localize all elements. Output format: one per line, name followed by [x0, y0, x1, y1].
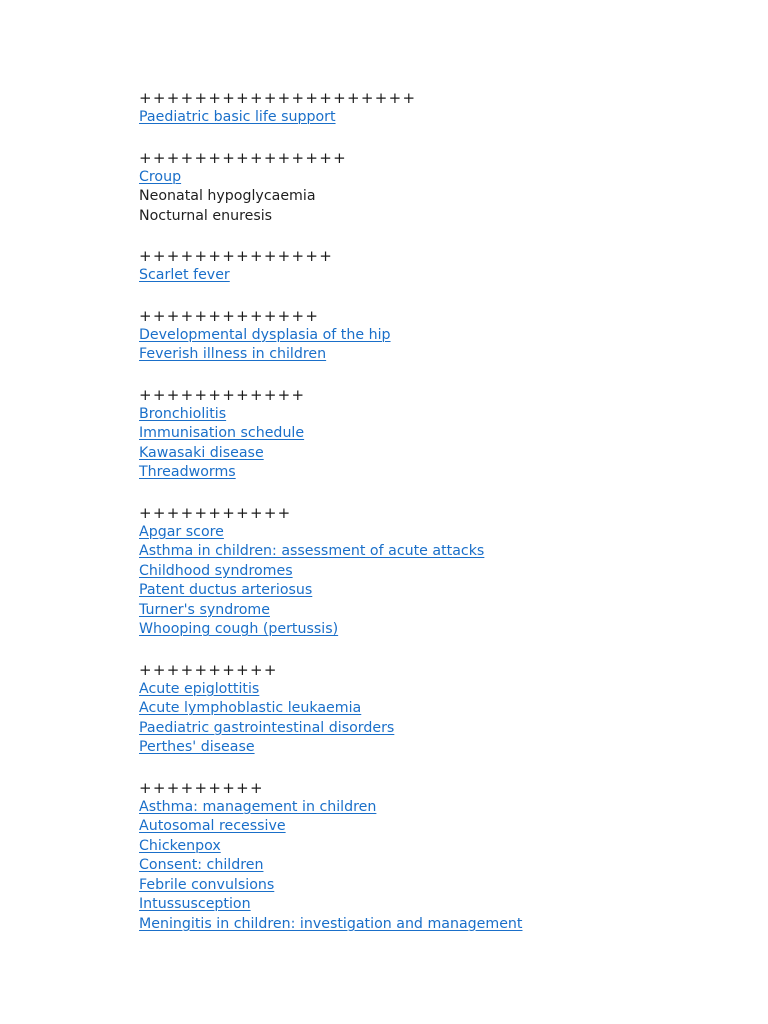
topic-link[interactable]: Whooping cough (pertussis)	[139, 621, 339, 637]
topic-link[interactable]: Perthes' disease	[139, 739, 255, 755]
importance-rating: +++++++++++	[139, 503, 292, 522]
topic-link[interactable]: Paediatric gastrointestinal disorders	[139, 719, 395, 736]
topic-link[interactable]: Feverish illness in children	[139, 346, 327, 362]
topic-link[interactable]: Acute lymphoblastic leukaemia	[139, 700, 362, 716]
importance-rating: ++++++++++	[139, 660, 278, 679]
topic-group	[139, 385, 739, 483]
topic-group	[139, 88, 739, 128]
importance-rating: +++++++++++++++	[139, 148, 348, 167]
importance-rating: ++++++++++++	[139, 385, 306, 404]
topic-link[interactable]: Turner's syndrome	[139, 601, 270, 618]
topic-link[interactable]: Acute epiglottitis	[139, 680, 260, 697]
topic-text: Neonatal hypoglycaemia	[139, 188, 316, 204]
topic-link[interactable]: Asthma: management in children	[139, 798, 377, 815]
topic-group	[139, 148, 739, 227]
importance-rating: ++++++++++++++++++++	[139, 89, 417, 107]
topic-group	[139, 306, 739, 365]
topic-link[interactable]: Scarlet fever	[139, 267, 230, 283]
topic-link[interactable]: Bronchiolitis	[139, 405, 227, 422]
importance-rating: +++++++++	[139, 778, 264, 797]
importance-rating: +++++++++++++	[139, 306, 320, 325]
topic-group	[139, 503, 739, 640]
topic-link[interactable]: Apgar score	[139, 523, 224, 540]
topic-link[interactable]: Autosomal recessive	[139, 818, 286, 834]
importance-rating: ++++++++++++++	[139, 247, 334, 265]
topic-link[interactable]: Immunisation schedule	[139, 425, 305, 441]
topic-group	[139, 246, 739, 286]
topic-link[interactable]: Kawasaki disease	[139, 444, 264, 461]
topic-link[interactable]: Intussusception	[139, 896, 251, 912]
topic-text: Nocturnal enuresis	[139, 207, 273, 224]
topic-group	[139, 778, 739, 935]
topic-link[interactable]: Croup	[139, 168, 182, 185]
topic-link[interactable]: Meningitis in children: investigation and management	[139, 915, 523, 932]
topic-link[interactable]: Patent ductus arteriosus	[139, 582, 313, 598]
topic-group	[139, 660, 739, 758]
topic-link[interactable]: Childhood syndromes	[139, 562, 293, 579]
topic-link[interactable]: Threadworms	[139, 464, 236, 480]
topic-link[interactable]: Asthma in children: assessment of acute attacks	[139, 543, 485, 559]
topic-link[interactable]: Febrile convulsions	[139, 876, 275, 893]
topic-link[interactable]: Developmental dysplasia of the hip	[139, 326, 391, 343]
topic-link[interactable]: Paediatric basic life support	[139, 109, 336, 125]
topic-link[interactable]: Chickenpox	[139, 837, 221, 854]
topic-link[interactable]: Consent: children	[139, 857, 264, 873]
topic-list	[139, 88, 739, 954]
